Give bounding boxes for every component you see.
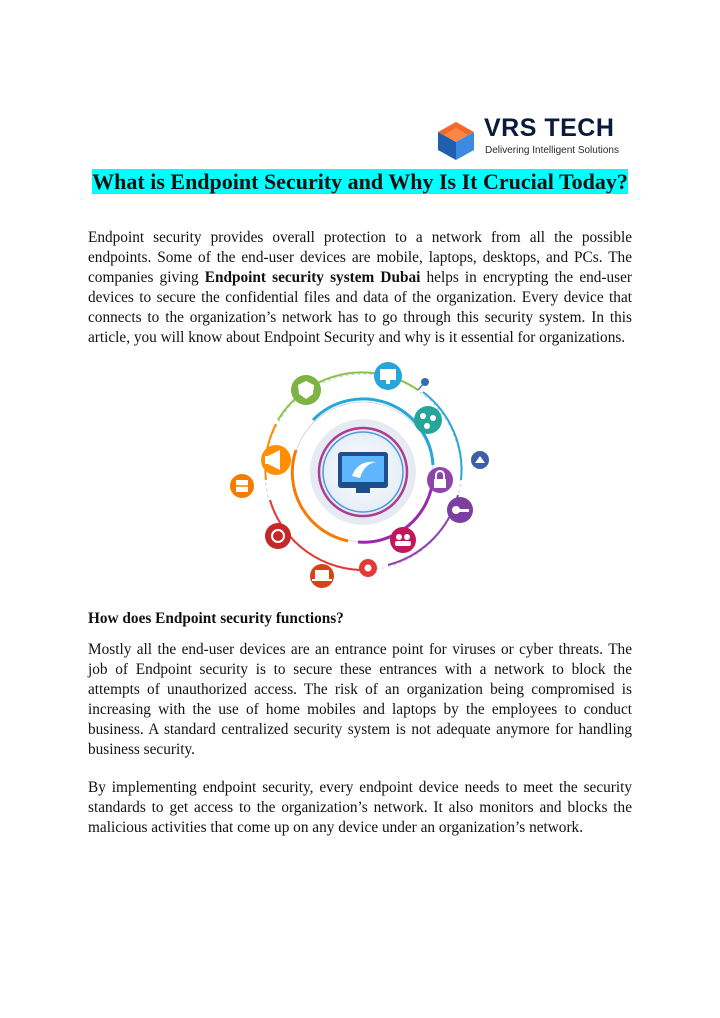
- company-logo: [434, 114, 634, 164]
- page-title: [60, 168, 660, 196]
- body-paragraph-1: Mostly all the end-user devices are an entrance point for viruses or cyber threats. The job of Endpoint security is to secure these entrances with a network to block the attempts of unauthorized access. The risk of an organization being compromised is increasing with the use of home mobiles and laptops by the employees to conduct business. A standard centralized security system is not adequate anymore for handling business security.: [88, 641, 632, 758]
- icon-monitor: [374, 362, 402, 390]
- section-heading: How does Endpoint security functions?: [88, 610, 344, 627]
- icon-key: [447, 497, 473, 523]
- icon-alert: [265, 523, 291, 549]
- icon-megaphone: [261, 445, 291, 475]
- center-shield-monitor: [313, 422, 413, 522]
- icon-shield-badge: [291, 375, 321, 405]
- intro-text-1: Endpoint security provides overall protection to a network from all the possible endpoints. Some of the end-user devices are mobile, laptops, desktops, and PCs. The companies giving: [88, 229, 632, 286]
- icon-users: [390, 527, 416, 553]
- intro-bold-link: Endpoint security system Dubai: [204, 269, 421, 286]
- body-paragraph-2: By implementing endpoint security, every endpoint device needs to meet the security standards to get access to the organization’s network. It also monitors and blocks the malicious activities that come up on any device under an organization’s network.: [88, 779, 632, 836]
- intro-paragraph: [88, 228, 632, 348]
- icon-lock: [427, 467, 453, 493]
- endpoint-illustration: [218, 360, 508, 600]
- icon-gear: [359, 559, 377, 577]
- logo-tagline: Delivering Intelligent Solutions: [485, 145, 619, 156]
- title-highlight: What is Endpoint Security and Why Is It Crucial Today?: [92, 169, 628, 194]
- logo-name: VRS TECH: [484, 114, 615, 142]
- icon-globe: [230, 474, 254, 498]
- intro-text-2: helps in encrypting the end-user devices to secure the confidential files and data of the organization. Every device that connects to the organization’s network has to go through this security system. In this article, you will know about Endpoint Security and why is it essential for organizations.: [88, 269, 632, 346]
- logo-cube-icon: [434, 118, 478, 162]
- icon-cloud: [471, 451, 489, 469]
- icon-laptop: [310, 564, 334, 588]
- icon-network-nodes: [414, 406, 442, 434]
